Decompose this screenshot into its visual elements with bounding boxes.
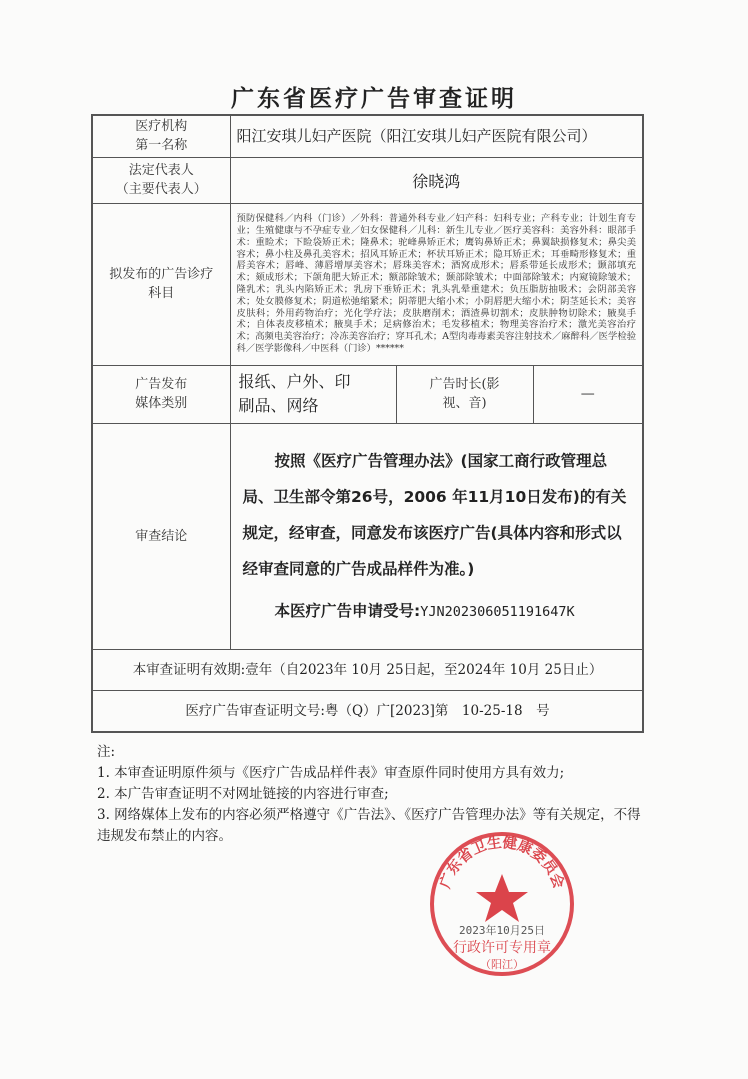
notes-heading: 注: xyxy=(97,744,116,760)
org-label: 医疗机构 第一名称 xyxy=(92,115,230,157)
official-seal xyxy=(428,830,576,978)
note-item-1: 1. 本审查证明原件须与《医疗广告成品样件表》审查原件同时使用方具有效力; xyxy=(97,765,565,781)
row-scope xyxy=(92,203,643,365)
seal-line-1: 行政许可专用章 xyxy=(453,940,551,956)
row-conclusion xyxy=(92,423,643,649)
row-media xyxy=(92,365,643,423)
note-item-2: 2. 本广告审查证明不对网址链接的内容进行审查; xyxy=(97,786,389,802)
row-org xyxy=(92,115,643,157)
scope-label: 拟发布的广告诊疗科目 xyxy=(92,203,230,365)
org-value: 阳江安琪儿妇产医院（阳江安琪儿妇产医院有限公司） xyxy=(230,115,643,157)
rep-label: 法定代表人 （主要代表人） xyxy=(92,157,230,203)
row-docno xyxy=(92,690,643,732)
row-rep xyxy=(92,157,643,203)
validity-text: 本审查证明有效期:壹年（自2023年 10月 25日起，至2024年 10月 25日止） xyxy=(92,649,643,690)
seal-date: 2023年10月25日 xyxy=(459,924,545,937)
rep-value: 徐晓鸿 xyxy=(230,157,643,203)
conclusion-body xyxy=(230,423,643,649)
media-label: 广告发布 媒体类别 xyxy=(92,365,230,423)
page-title: 广东省医疗广告审查证明 xyxy=(231,86,517,112)
duration-label: 广告时长(影 视、音) xyxy=(396,365,533,423)
duration-value: — xyxy=(533,365,643,423)
note-item-3: 3. 网络媒体上发布的内容必须严格遵守《广告法》、《医疗广告管理办法》等有关规定，不得违规发布禁止的内容。 xyxy=(97,807,641,844)
star-icon xyxy=(476,874,528,922)
media-value: 报纸、户外、印 刷品、网络 xyxy=(230,365,396,423)
seal-line-2: （阳江） xyxy=(480,958,524,971)
conclusion-label: 审查结论 xyxy=(92,423,230,649)
receipt-line: 本医疗广告申请受号:YJN202306051191647K xyxy=(274,601,575,620)
certificate-table xyxy=(91,114,644,733)
conclusion-text: 按照《医疗广告管理办法》(国家工商行政管理总局、卫生部令第26号，2006 年11月10日发布)的有关规定，经审查，同意发布该医疗广告(具体内容和形式以经审查同意的广告成品样件为准。) xyxy=(242,451,627,578)
doc-number: 医疗广告审查证明文号:粤（Q）广[2023]第 10-25-18 号 xyxy=(92,690,643,732)
row-validity xyxy=(92,649,643,690)
scope-value: 预防保健科／内科（门诊）／外科：普通外科专业／妇产科：妇科专业；产科专业；计划生育专业；生殖健康与不孕症专业／妇女保健科／儿科：新生儿专业／医疗美容科：美容外科：眼部手术：重睑术；下睑袋矫正术；隆鼻术；驼峰鼻矫正术；鹰钩鼻矫正术；鼻翼缺损修复术；鼻尖美容术；鼻小柱及鼻孔美容术；招风耳矫正术；杯状耳矫正术；隐耳矫正术；耳垂畸形修复术；重唇美容术；唇峰、薄唇增厚美容术；唇珠美容术；酒窝成形术；唇系带延长成形术；颞部填充术；颏成形术；下颌角肥大矫正术；额部除皱术；颞部除皱术；中面部除皱术；内窥镜除皱术；隆乳术；乳头内陷矫正术；乳房下垂矫正术；乳头乳晕重建术；负压脂肪抽吸术；会阴部美容术；处女膜修复术；阴道松弛缩紧术；阴蒂肥大缩小术；小阴唇肥大缩小术；阴茎延长术；美容皮肤科；外用药物治疗；光化学疗法；皮肤磨削术；酒渣鼻切割术；皮肤肿物切除术；腋臭手术；自体表皮移植术；腋臭手术；足病修治术；毛发移植术；物理美容治疗术；激光美容治疗术；高频电美容治疗；冷冻美容治疗；穿耳孔术；A型肉毒毒素美容注射技术／麻醉科／医学检验科／医学影像科／中医科（门诊）****** xyxy=(230,203,643,365)
seal-arc-text: 广东省卫生健康委员会 xyxy=(437,835,567,891)
